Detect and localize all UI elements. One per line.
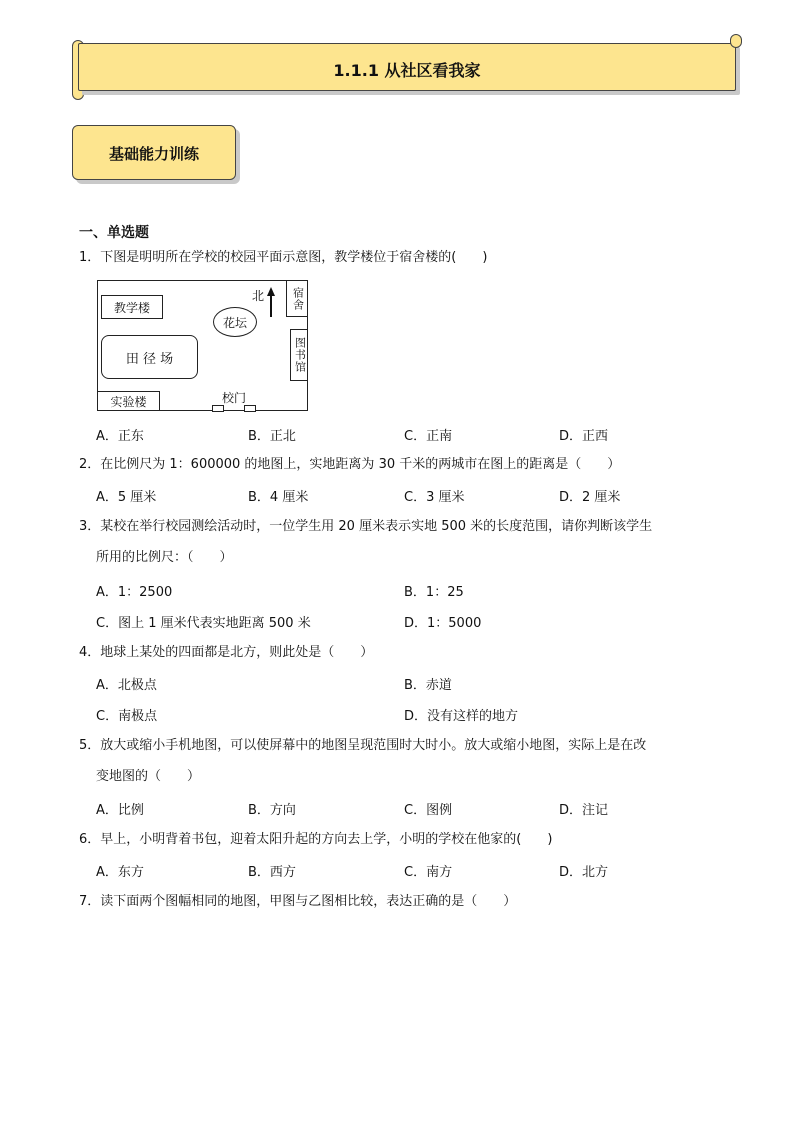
q5-option-d[interactable]: D．注记 [559,803,609,818]
section-title: 基础能力训练 [108,145,199,163]
map-library: 图书馆 [290,329,308,381]
title-banner [72,40,738,92]
map-gate-label: 校门 [222,391,247,405]
gate-post-right [244,405,256,412]
q6-option-d[interactable]: D．北方 [559,865,609,880]
gate-post-left [212,405,224,412]
q1-option-d[interactable]: D．正西 [559,429,609,444]
question-5-stem-line1: 5．放大或缩小手机地图，可以使屏幕中的地图呈现范围时大时小。放大或缩小地图，实际上是在改 [79,738,647,753]
section-heading: 一、单选题 [79,225,149,241]
question-6-stem: 6．早上，小明背着书包，迎着太阳升起的方向去上学，小明的学校在他家的( ) [79,832,553,847]
q4-option-c[interactable]: C．南极点 [96,709,158,724]
question-2-stem: 2．在比例尺为 1：600000 的地图上，实地距离为 30 千米的两城市在图上的距离是（ ） [79,457,621,472]
q1-option-a[interactable]: A．正东 [96,429,144,444]
banner-body [78,43,736,91]
q5-option-c[interactable]: C．图例 [404,803,453,818]
q4-option-d[interactable]: D．没有这样的地方 [404,709,519,724]
map-north-label: 北 [252,289,265,303]
q4-option-b[interactable]: B．赤道 [404,678,452,693]
map-track-field: 田 径 场 [101,335,198,379]
q1-option-b[interactable]: B．正北 [248,429,296,444]
q5-option-a[interactable]: A．比例 [96,803,144,818]
q1-option-c[interactable]: C．正南 [404,429,453,444]
q3-option-c[interactable]: C．图上 1 厘米代表实地距离 500 米 [96,616,311,631]
page-title: 1.1.1 从社区看我家 [333,61,481,80]
question-7-stem: 7．读下面两个图幅相同的地图，甲图与乙图相比较，表达正确的是（ ） [79,894,517,909]
question-5-stem-line2: 变地图的（ ） [96,769,201,784]
banner-scroll-curl [730,34,742,48]
map-teaching-building: 教学楼 [101,295,163,319]
q5-option-b[interactable]: B．方向 [248,803,296,818]
q2-option-a[interactable]: A．5 厘米 [96,490,157,505]
q6-option-a[interactable]: A．东方 [96,865,144,880]
q6-option-c[interactable]: C．南方 [404,865,453,880]
campus-map [97,280,308,411]
north-arrow-icon [266,287,276,317]
q3-option-b[interactable]: B．1：25 [404,585,464,600]
map-lab-building: 实验楼 [98,391,160,411]
question-4-stem: 4．地球上某处的四面都是北方，则此处是（ ） [79,645,374,660]
q2-option-b[interactable]: B．4 厘米 [248,490,309,505]
q3-option-a[interactable]: A．1：2500 [96,585,173,600]
section-box [72,125,236,180]
map-flower-bed: 花坛 [213,307,257,337]
q2-option-d[interactable]: D．2 厘米 [559,490,621,505]
question-3-stem-line2: 所用的比例尺：（ ） [96,550,233,565]
question-1-stem: 1．下图是明明所在学校的校园平面示意图，教学楼位于宿舍楼的( ) [79,250,488,265]
q3-option-d[interactable]: D．1：5000 [404,616,482,631]
map-dorm: 宿舍 [286,281,308,317]
q4-option-a[interactable]: A．北极点 [96,678,157,693]
q2-option-c[interactable]: C．3 厘米 [404,490,465,505]
q6-option-b[interactable]: B．西方 [248,865,296,880]
question-3-stem-line1: 3．某校在举行校园测绘活动时，一位学生用 20 厘米表示实地 500 米的长度范围，请你判断该学生 [79,519,653,534]
